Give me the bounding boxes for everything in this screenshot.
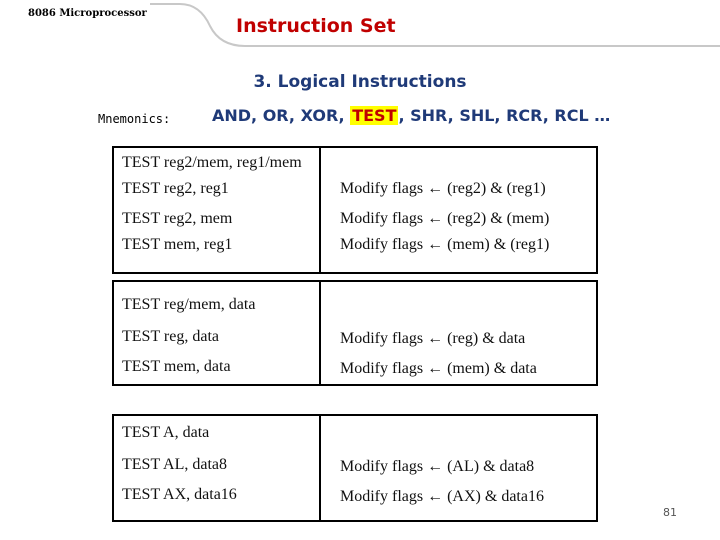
operation-cell: Modify flags ← (reg2) & (mem) xyxy=(340,210,550,227)
operation-cell: Modify flags ← (AX) & data16 xyxy=(340,488,544,505)
instruction-cell: TEST reg, data xyxy=(122,328,220,345)
instruction-cell: TEST A, data xyxy=(122,424,210,441)
mnemonic-highlight: TEST xyxy=(352,106,397,125)
operation-cell: Modify flags ← (reg) & data xyxy=(340,330,526,347)
mnemonics-after: , SHR, SHL, RCR, RCL … xyxy=(398,106,611,125)
mnemonics-label: Mnemonics: xyxy=(98,112,171,126)
course-label: 8086 Microprocessor xyxy=(28,8,147,19)
instruction-cell: TEST mem, reg1 xyxy=(122,236,233,253)
instruction-cell: TEST mem, data xyxy=(122,358,231,375)
instruction-cell: TEST AX, data16 xyxy=(122,486,237,503)
instruction-cell: TEST reg/mem, data xyxy=(122,296,256,313)
column-divider xyxy=(319,416,321,520)
instruction-cell: TEST reg2, mem xyxy=(122,210,233,227)
column-divider xyxy=(319,148,321,272)
column-divider xyxy=(319,282,321,384)
test-table-register-memory xyxy=(112,146,598,274)
slide-title: Instruction Set xyxy=(236,15,396,37)
instruction-cell: TEST AL, data8 xyxy=(122,456,228,473)
operation-cell: Modify flags ← (mem) & (reg1) xyxy=(340,236,550,253)
instruction-cell: TEST reg2/mem, reg1/mem xyxy=(122,154,302,171)
test-table-accumulator xyxy=(112,414,598,522)
operation-cell: Modify flags ← (reg2) & (reg1) xyxy=(340,180,546,197)
page-number: 81 xyxy=(663,506,677,519)
section-subtitle: 3. Logical Instructions xyxy=(253,72,467,92)
instruction-cell: TEST reg2, reg1 xyxy=(122,180,229,197)
mnemonics-before: AND, OR, XOR, xyxy=(212,106,351,125)
operation-cell: Modify flags ← (AL) & data8 xyxy=(340,458,535,475)
mnemonics-list xyxy=(212,106,610,125)
test-table-immediate xyxy=(112,280,598,386)
operation-cell: Modify flags ← (mem) & data xyxy=(340,360,537,377)
